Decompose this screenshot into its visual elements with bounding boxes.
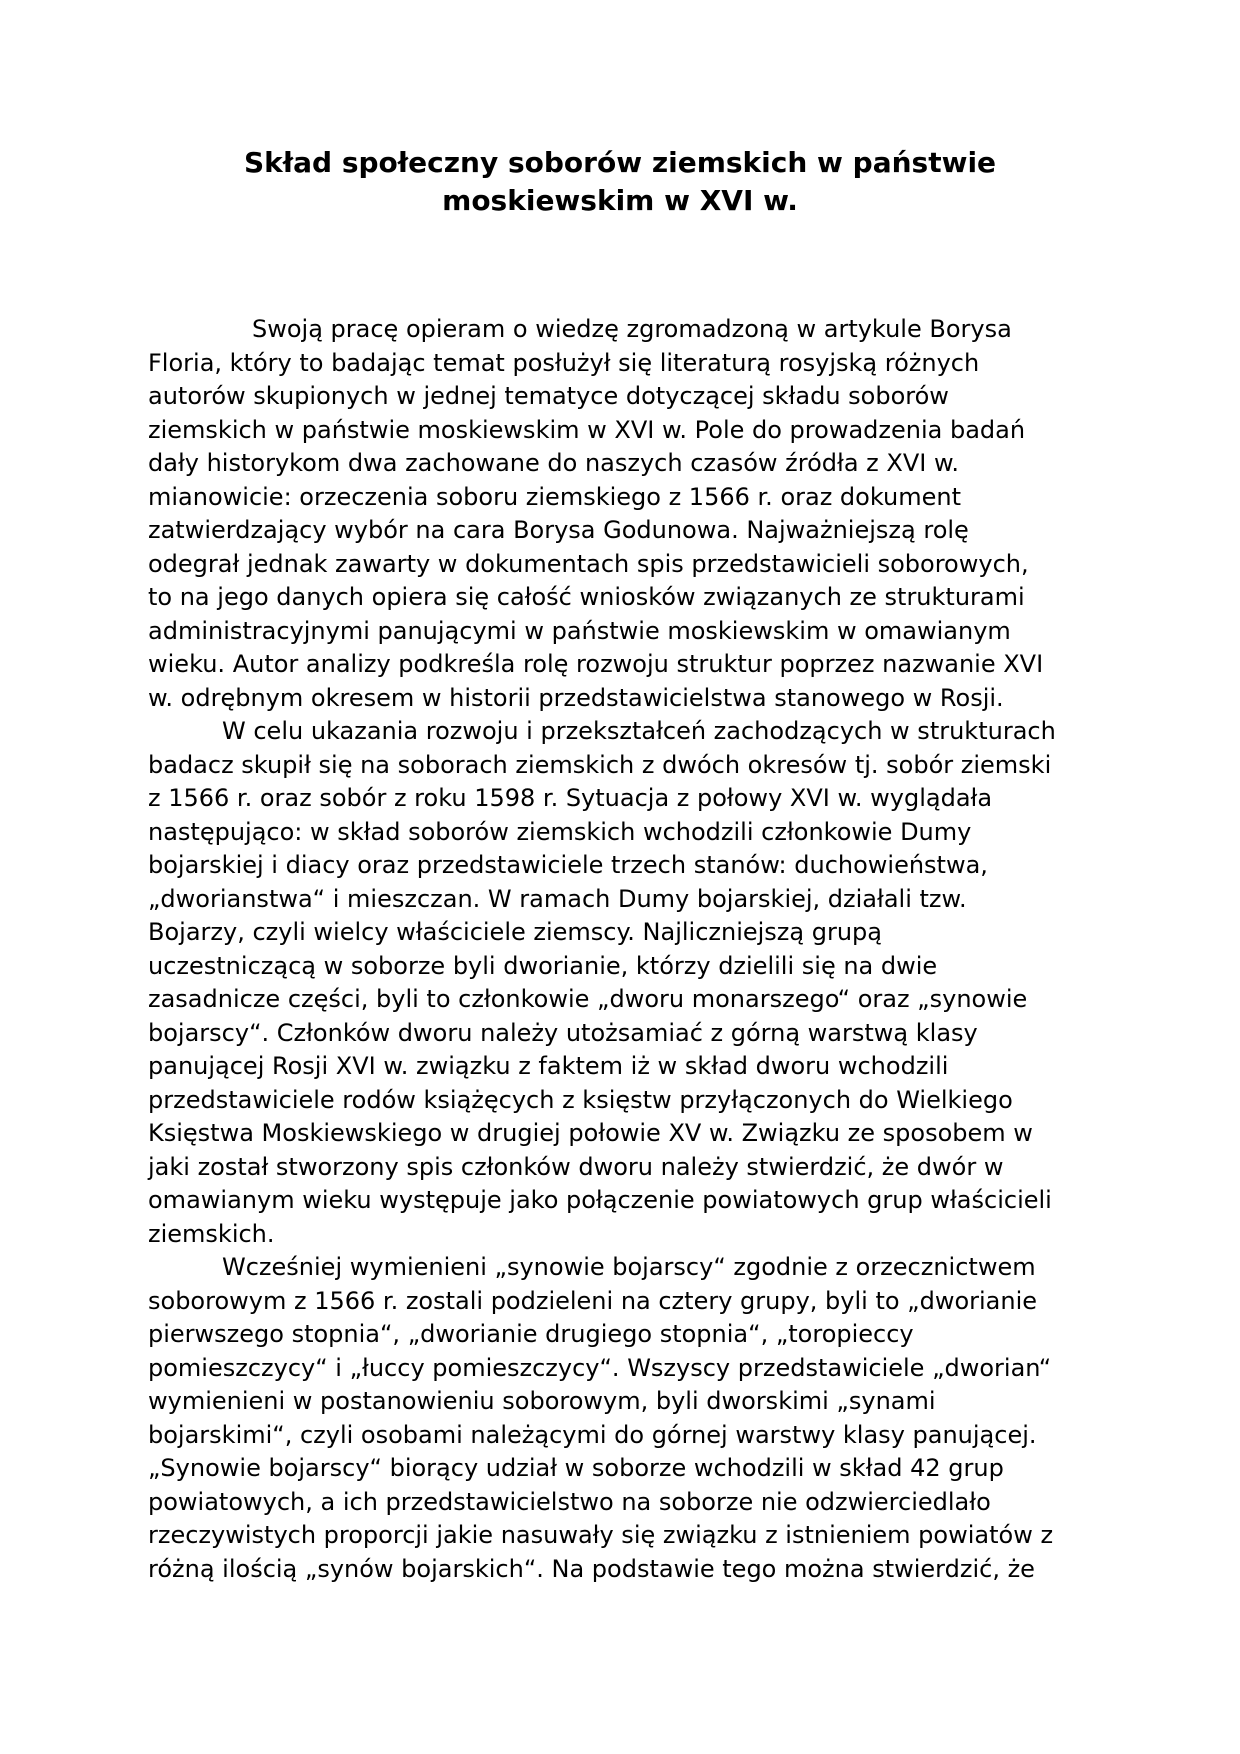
text-line: bojarscy“. Członków dworu należy utożsamiać z górną warstwą klasy	[148, 1018, 978, 1047]
text-line: soborowym z 1566 r. zostali podzieleni na cztery grupy, byli to „dworianie	[148, 1286, 1038, 1315]
text-line: jaki został stworzony spis członków dworu należy stwierdzić, że dwór w	[148, 1152, 1004, 1181]
text-line: przedstawiciele rodów książęcych z księstw przyłączonych do Wielkiego	[148, 1085, 1013, 1114]
text-line: Księstwa Moskiewskiego w drugiej połowie XV w. Związku ze sposobem w	[148, 1119, 1033, 1147]
text-line: Bojarzy, czyli wielcy właściciele ziemscy. Najliczniejszą grupą	[148, 918, 882, 946]
text-line: rzeczywistych proporcji jakie nasuwały się związku z istnieniem powiatów z	[148, 1521, 1054, 1549]
document-title	[200, 144, 1040, 220]
text-line: omawianym wieku występuje jako połączenie powiatowych grup właścicieli	[148, 1186, 1052, 1214]
text-line: pierwszego stopnia“, „dworianie drugiego stopnia“, „toropieccy	[148, 1320, 914, 1348]
paragraph-3	[148, 1251, 1098, 1586]
title-line: moskiewskim w XVI w.	[442, 184, 798, 217]
text-line: mianowicie: orzeczenia soboru ziemskiego z 1566 r. oraz dokument	[148, 482, 961, 511]
document-body	[148, 313, 1098, 1586]
text-line: powiatowych, a ich przedstawicielstwo na soborze nie odzwierciedlało	[148, 1487, 991, 1516]
text-line: ziemskich.	[148, 1219, 275, 1248]
text-line: różną ilością „synów bojarskich“. Na podstawie tego można stwierdzić, że	[148, 1554, 1035, 1583]
text-line: Wcześniej wymienieni „synowie bojarscy“ zgodnie z orzecznictwem	[222, 1253, 1036, 1281]
text-line: następująco: w skład soborów ziemskich wchodzili członkowie Dumy	[148, 817, 972, 846]
text-line: wieku. Autor analizy podkreśla rolę rozwoju struktur poprzez nazwanie XVI	[148, 650, 1044, 678]
text-line: zasadnicze części, byli to członkowie „dworu monarszego“ oraz „synowie	[148, 985, 1028, 1013]
text-line: ziemskich w państwie moskiewskim w XVI w. Pole do prowadzenia badań	[148, 415, 1026, 444]
text-line: Floria, który to badając temat posłużył się literaturą rosyjską różnych	[148, 348, 980, 377]
title-line: Skład społeczny soborów ziemskich w państwie	[243, 146, 997, 179]
text-line: odegrał jednak zawarty w dokumentach spis przedstawicieli soborowych,	[148, 549, 1029, 578]
text-line: pomieszczycy“ i „łuccy pomieszczycy“. Wszyscy przedstawiciele „dworian“	[148, 1353, 1052, 1382]
text-line: „dworianstwa“ i mieszczan. W ramach Dumy bojarskiej, działali tzw.	[148, 884, 967, 913]
text-line: bojarskiej i diacy oraz przedstawiciele trzech stanów: duchowieństwa,	[148, 851, 988, 879]
text-line: autorów skupionych w jednej tematyce dotyczącej składu soborów	[148, 382, 949, 410]
text-line: dały historykom dwa zachowane do naszych czasów źródła z XVI w.	[148, 449, 960, 477]
text-line: z 1566 r. oraz sobór z roku 1598 r. Sytuacja z połowy XVI w. wyglądała	[148, 784, 993, 812]
text-line: administracyjnymi panującymi w państwie moskiewskim w omawianym	[148, 616, 1011, 645]
text-line: W celu ukazania rozwoju i przekształceń zachodzących w strukturach	[222, 717, 1056, 745]
text-line: uczestniczącą w soborze byli dworianie, którzy dzielili się na dwie	[148, 951, 938, 980]
text-line: wymienieni w postanowieniu soborowym, byli dworskimi „synami	[148, 1387, 936, 1415]
text-line: badacz skupił się na soborach ziemskich z dwóch okresów tj. sobór ziemski	[148, 750, 1052, 779]
paragraph-1	[148, 313, 1098, 715]
text-line: bojarskimi“, czyli osobami należącymi do górnej warstwy klasy panującej.	[148, 1420, 1037, 1449]
text-line: panującej Rosji XVI w. związku z faktem iż w skład dworu wchodzili	[148, 1052, 949, 1080]
text-line: Swoją pracę opieram o wiedzę zgromadzoną w artykule Borysa	[252, 315, 1012, 343]
paragraph-2	[148, 715, 1098, 1251]
text-line: zatwierdzający wybór na cara Borysa Godunowa. Najważniejszą rolę	[148, 516, 969, 544]
text-line: w. odrębnym okresem w historii przedstawicielstwa stanowego w Rosji.	[148, 683, 1004, 712]
text-line: „Synowie bojarscy“ biorący udział w soborze wchodzili w skład 42 grup	[148, 1454, 1004, 1482]
text-line: to na jego danych opiera się całość wniosków związanych ze strukturami	[148, 583, 1025, 611]
